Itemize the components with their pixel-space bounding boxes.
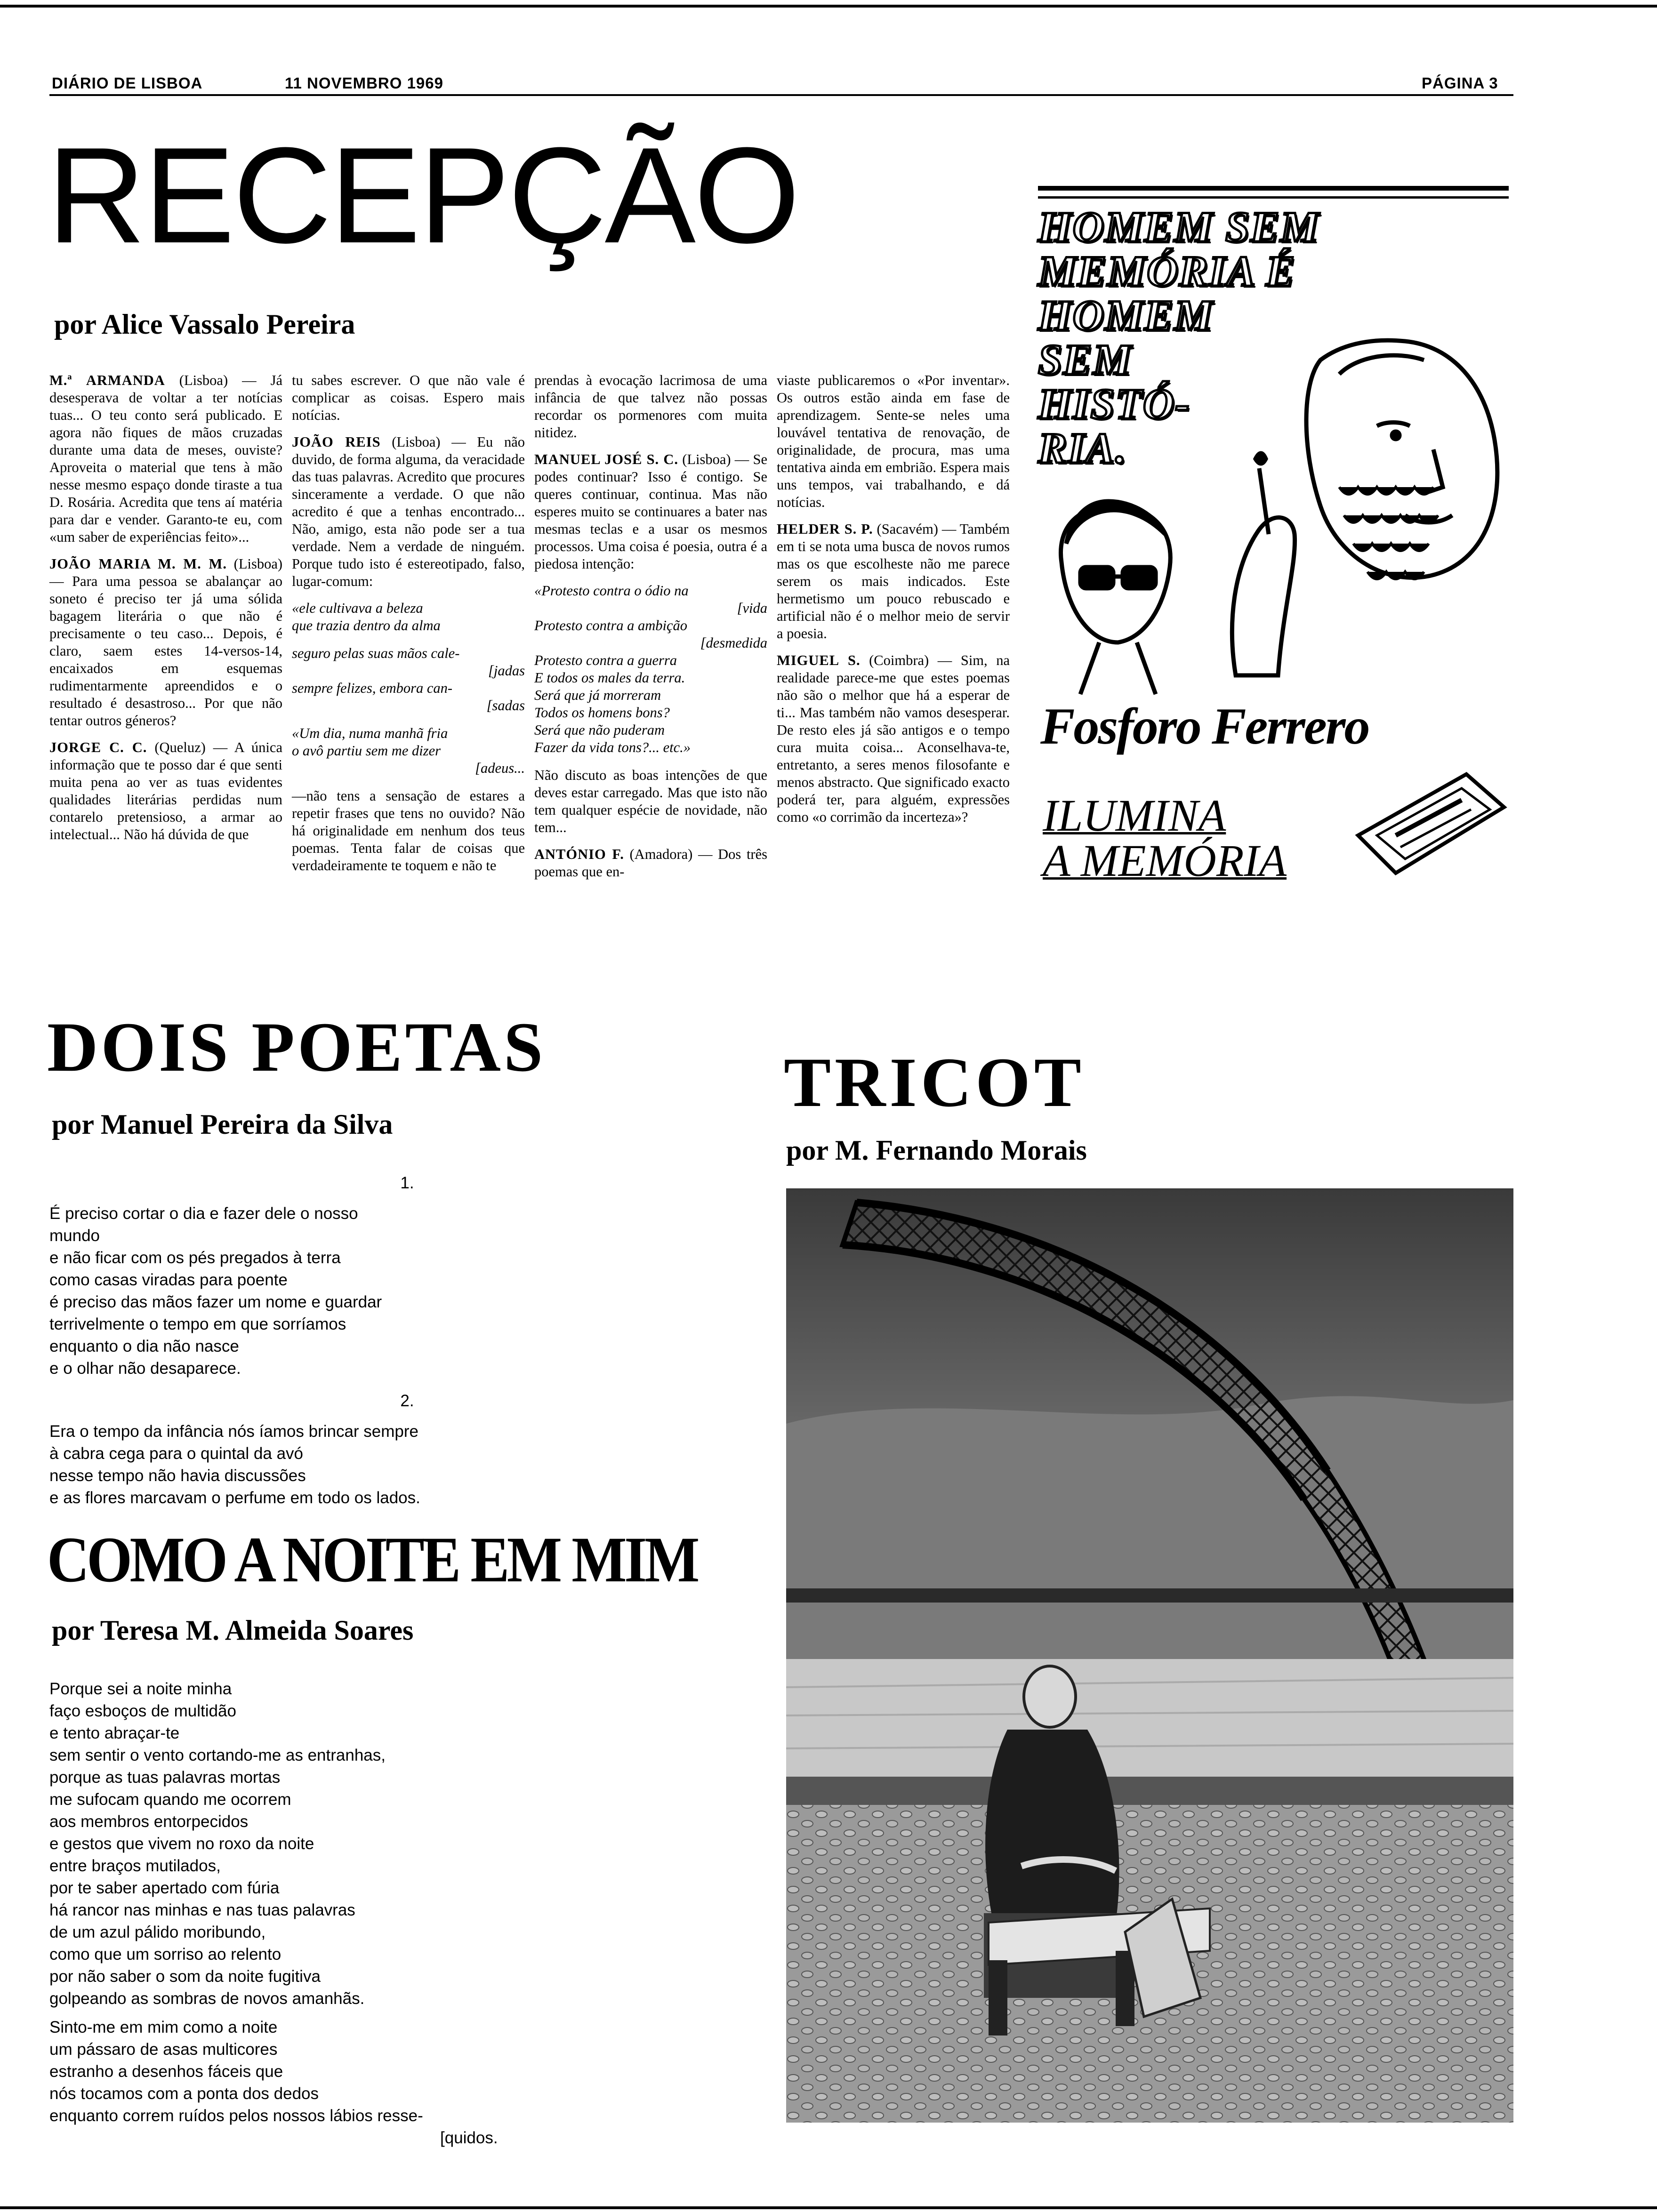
dois-poetas-title: DOIS POETAS [47,1008,546,1086]
verse-line: «Protesto contra o ódio na [534,583,689,599]
poem-line: sem sentir o vento cortando-me as entranhas, [49,1746,386,1764]
bottom-border [0,2206,1657,2209]
recepcao-col-3 [534,372,767,890]
poem-line: Sinto-me em mim como a noite [49,2018,278,2036]
advert-top-rule [1038,186,1509,191]
poem-line: [quidos. [440,2129,498,2147]
poem-line: enquanto correm ruídos pelos nossos lábios resse- [49,2107,423,2125]
verse-line: Será que não puderam [534,722,665,738]
poem-line: é preciso das mãos fazer um nome e guardar [49,1293,382,1311]
correspondent-name: JOÃO REIS [292,434,381,450]
verse-line: Todos os homens bons? [534,705,670,721]
verse-line: [desmedida [700,635,767,651]
man-with-glasses-drawing [1061,501,1170,694]
poem-line: estranho a desenhos fáceis que [49,2062,283,2081]
poem-line: nesse tempo não havia discussões [49,1467,306,1485]
poem-line: entre braços mutilados, [49,1857,221,1875]
reply-text: viaste publicaremos o «Por inventar». Os outros estão ainda em fase de aprendizagem. Sente-se neles uma louvável tentativa de renovação, de originalidade, de procura, mas uma tentativa ainda em embrião. Espera mais uns tempos, vai trabalhando, e dá notícias. [777,372,1010,510]
matchbox-icon [1349,765,1509,882]
quoted-verse [292,600,525,777]
recepcao-byline: por Alice Vassalo Pereira [54,309,355,340]
tagline-line: A MEMÓRIA [1043,835,1287,886]
advert-tagline [1043,790,1287,886]
reply-text: Não discuto as boas intenções de que deves estar carregado. Mas que isto não tem qualquer espécie de novidade, não tem... [534,767,767,835]
recepcao-col-4 [777,372,1010,835]
correspondent-name: ANTÓNIO F. [534,846,624,862]
verse-line: o avô partiu sem me dizer [292,743,441,759]
dois-poetas-byline: por Manuel Pereira da Silva [52,1109,393,1140]
poem-line: por te saber apertado com fúria [49,1879,280,1897]
reply-text: tu sabes escrever. O que não vale é complicar as coisas. Espero mais notícias. [292,372,525,423]
hand-with-match [1232,453,1295,675]
masthead-rule [49,94,1513,96]
slogan-line: SEM [1038,336,1133,384]
verse-line: «Um dia, numa manhã fria [292,725,448,741]
reply-text: (Coimbra) — Sim, na realidade parece-me que estes poemas não são o melhor que há a esperar de ti... Mas também não vamos desesperar. De resto eles já são antigos e o tempo cura muita coisa... Aconselhava-te, entretanto, a seres menos filosofante e menos abstracto. Que significado exacto poderá ter, para alguém, expressões como «o corrimão da incerteza»? [777,652,1010,825]
poem-line: golpeando as sombras de novos amanhãs. [49,1989,365,2008]
bridge-photo [786,1188,1513,2123]
correspondent-name: JOÃO MARIA M. M. M. [49,556,227,572]
verse-line: Protesto contra a ambição [534,617,688,633]
tricot-byline: por M. Fernando Morais [786,1135,1087,1166]
reply-text: (Sacavém) — Também em ti se nota uma busca de novos rumos mas os que escolheste não me parece serem os mais indicados. Este hermetismo um pouco rebuscado e artificial não é o melhor meio de servir a poesia. [777,521,1010,641]
advert-top-rule-2 [1038,196,1509,199]
poem-number: 1. [400,1174,414,1192]
poem-line: É preciso cortar o dia e fazer dele o nosso [49,1204,358,1223]
verse-line: «ele cultivava a beleza [292,600,423,616]
reply-text: (Lisboa) — Eu não duvido, de forma alguma, da veracidade das tuas palavras. Acredito que procures sinceramente a verdade. O que não acredito é que a tenhas encontrado... Não, amigo, esta não pode ser a tua verdade. Nem a verdade de ninguém. Porque tudo isto é estereotipado, falso, lugar-comum: [292,434,525,589]
poem-como-a-noite [49,1678,765,2149]
correspondent-name: HELDER S. P. [777,521,873,537]
tricot-title: TRICOT [784,1043,1085,1122]
poem-line: de um azul pálido moribundo, [49,1923,266,1941]
poem-line: à cabra cega para o quintal da avó [49,1444,303,1463]
verse-line: [sadas [486,697,525,713]
bridge-deck [786,1588,1513,1603]
verse-line: seguro pelas suas mãos cale- [292,645,460,661]
poem-1 [49,1172,765,1509]
reply-text: (Lisboa) — Para uma pessoa se abalançar ao soneto é preciso ter já uma sólida bagagem literária o que não é precisamente o teu caso... Depois, é claro, saem estes 14-versos-14, encaixados em esquemas rudimentarmente apreendidos e o resultado é desastroso... Por que não tentar outros géneros? [49,556,283,729]
verse-line: [vida [737,600,767,616]
slogan-line: HOMEM [1038,291,1214,339]
poem-line: há rancor nas minhas e nas tuas palavras [49,1901,355,1919]
slogan-line: RIA. [1038,424,1127,472]
masthead-date: 11 NOVEMBRO 1969 [285,74,443,92]
advert-brand: Fosforo Ferrero [1040,697,1369,755]
poem-line: mundo [49,1226,100,1245]
verse-line: Fazer da vida tons?... etc.» [534,739,691,755]
poem-line: Era o tempo da infância nós íamos brincar sempre [49,1422,418,1441]
poem-line: e gestos que vivem no roxo da noite [49,1835,314,1853]
reply-text: (Lisboa) — Se podes continuar? Isso é contigo. Se queres continuar, continua. Mas não esperes muito se continuares a bater nas mesmas teclas e a usar os mesmos processos. Uma coisa é poesia, outra é a piedosa intenção: [534,451,767,572]
masthead-paper: DIÁRIO DE LISBOA [52,74,203,92]
quoted-verse [534,582,767,756]
poem-line: porque as tuas palavras mortas [49,1768,281,1787]
river [786,1659,1513,1781]
correspondent-name: MANUEL JOSÉ S. C. [534,451,679,467]
poem-line: e o olhar não desaparece. [49,1359,241,1378]
verse-line: E todos os males da terra. [534,670,685,686]
como-a-noite-byline: por Teresa M. Almeida Soares [52,1615,414,1646]
poem-line: nós tocamos com a ponta dos dedos [49,2084,319,2103]
reply-text: (Amadora) — Dos três poemas que en- [534,846,767,880]
advert-fosforo-ferrero [1038,186,1513,925]
recepcao-col-2 [292,372,525,884]
reply-text: prendas à evocação lacrimosa de uma infância de que talvez não possas recordar os pormenores com muita nitidez. [534,372,767,441]
verse-line: [jadas [488,663,525,679]
poem-line: um pássaro de asas multicores [49,2040,278,2059]
slogan-line: HISTÓ- [1038,380,1190,428]
poem-line: terrivelmente o tempo em que sorríamos [49,1315,346,1333]
correspondent-name: M.ª ARMANDA [49,372,165,388]
photo-woman-knitting-under-bridge [786,1188,1513,2123]
recepcao-title: RECEPÇÃO [47,119,798,272]
poem-line: por não saber o som da noite fugitiva [49,1967,321,1986]
poem-line: faço esboços de multidão [49,1702,236,1720]
tagline-line: ILUMINA [1043,790,1226,841]
slogan-line: HOMEM SEM [1038,203,1320,251]
poem-line: e tento abraçar-te [49,1724,180,1742]
poem-line: enquanto o dia não nasce [49,1337,239,1355]
correspondent-name: JORGE C. C. [49,739,147,755]
masthead-page: PÁGINA 3 [1422,74,1498,92]
poem-line: Porque sei a noite minha [49,1680,232,1698]
poem-line: como casas viradas para poente [49,1271,288,1289]
verse-line: [adeus... [475,760,525,776]
recepcao-col-1 [49,372,282,853]
verse-line: sempre felizes, embora can- [292,680,453,696]
correspondent-name: MIGUEL S. [777,652,861,668]
verse-line: que trazia dentro da alma [292,617,441,633]
slogan-line: MEMÓRIA É [1038,247,1296,295]
reply-text: (Lisboa) — Já desesperava de voltar a ter notícias tuas... O teu conto será publicado. E agora não fiques de mãos cruzadas durante uma data de meses, ouviste? Aproveita o material que tens à mão nesse mesmo espaço donde tiraste a tua D. Rosária. Acredita que tens aí matéria para dar e vender. Garanto-te eu, com «um saber de experiências feito»... [49,372,282,545]
poem-line: e as flores marcavam o perfume em todo os lados. [49,1489,420,1507]
poem-number: 2. [400,1392,414,1410]
verse-line: Protesto contra a guerra [534,652,677,668]
poem-line: aos membros entorpecidos [49,1812,249,1831]
poem-line: e não ficar com os pés pregados à terra [49,1249,341,1267]
poem-line: como que um sorriso ao relento [49,1945,282,1964]
reply-text: —não tens a sensação de estares a repetir frases que tens no ouvido? Não há originalidade em nenhum dos teus poemas. Tenta falar de coisas que verdadeiramente te toquem e não te [292,788,525,874]
verse-line: Será que já morreram [534,687,661,703]
advert-slogan [1038,205,1509,470]
poem-line: me sufocam quando me ocorrem [49,1790,291,1809]
top-border [0,5,1657,8]
como-a-noite-title: COMO A NOITE EM MIM [47,1523,697,1595]
reply-text: (Queluz) — A única informação que te posso dar é que senti muita pena ao ver as tuas evidentes qualidades literárias perdidas num contarelo pretensioso, a armar ao intelectual... Não há dúvida de que [49,739,282,842]
